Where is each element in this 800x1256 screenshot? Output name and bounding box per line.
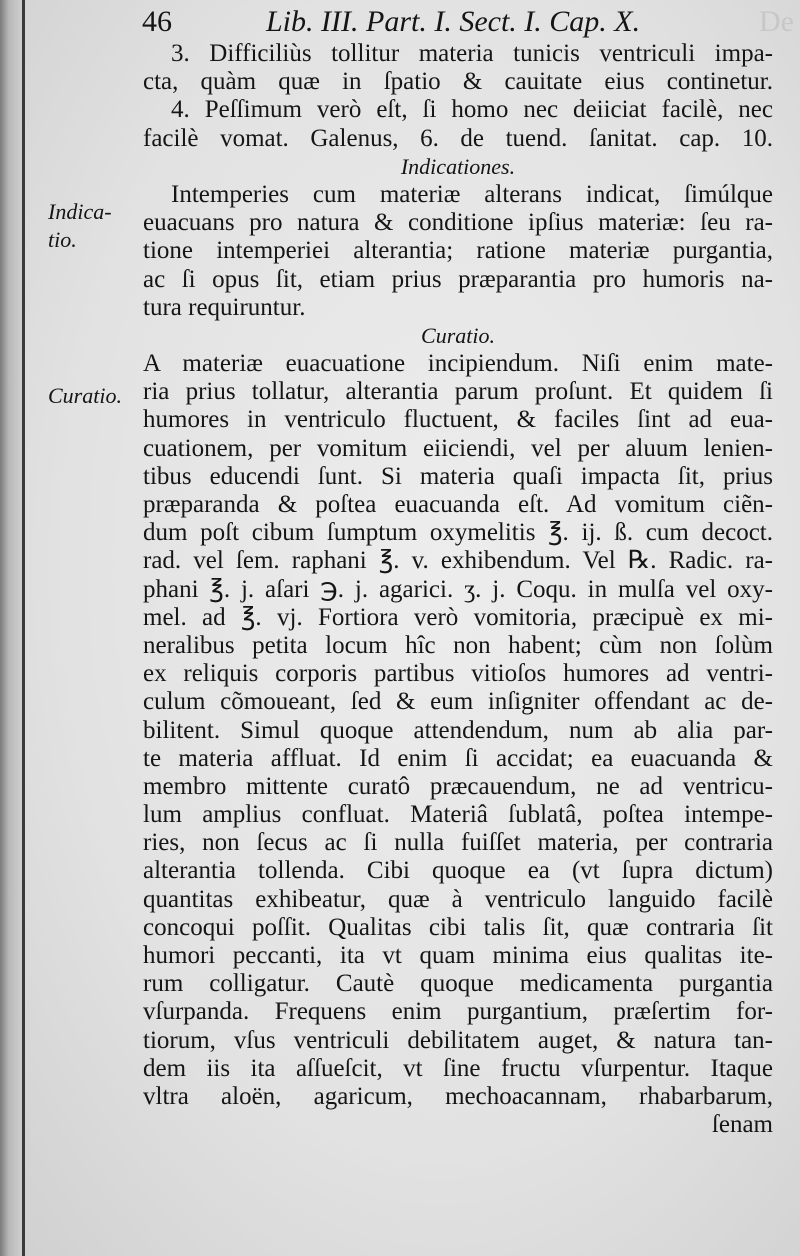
text-line: tura requiruntur. xyxy=(143,293,306,321)
text-line: tibus educendi ſunt. Si materia quaſi impacta ſit, prius xyxy=(143,462,773,490)
text-line: humores in ventriculo fluctuent, & faciles ſint ad eua- xyxy=(143,406,773,434)
text-line: cuationem, per vomitum eiiciendi, vel per aluum lenien- xyxy=(143,434,773,462)
text-line: culum cõmoueant, ſed & eum inſigniter offendant ac de- xyxy=(143,688,773,716)
page-gutter-edge xyxy=(22,0,25,1256)
running-head: Lib. III. Part. I. Sect. I. Cap. X. xyxy=(266,5,641,38)
text-line: rum colligatur. Cautè quoque medicamenta purgantia xyxy=(143,970,773,998)
text-line: lum amplius confluat. Materiâ ſublatâ, poſtea intempe- xyxy=(143,801,773,829)
section-heading-indicationes: Indicationes. xyxy=(400,153,516,179)
margin-note-curatio: Curatio. xyxy=(48,383,122,408)
section-heading-curatio: Curatio. xyxy=(421,322,495,348)
text-line: facilè vomat. Galenus, 6. de tuend. ſanitat. cap. 10. xyxy=(143,124,773,152)
text-line: humori peccanti, ita vt quam minima eius qualitas ite- xyxy=(143,942,773,969)
text-line: te materia affluat. Id enim ſi accidat; ea euacuanda & xyxy=(143,744,773,772)
text-line: ex reliquis corporis partibus vitioſos humores ad ventri- xyxy=(143,660,773,688)
text-line: tione intemperiei alterantia; ratione materiæ purgantia, xyxy=(143,237,773,265)
text-line: concoqui poſſit. Qualitas cibi talis ſit, quæ contraria ſit xyxy=(143,913,773,941)
text-line: bilitent. Simul quoque attendendum, num ab alia par- xyxy=(143,716,773,744)
text-line: 3. Difficiliùs tollitur materia tunicis ventriculi impa- xyxy=(171,40,773,67)
text-line: tiorum, vſus ventriculi debilitatem auget, & natura tan- xyxy=(143,1026,773,1054)
text-line: vltra aloën, agaricum, mechoacannam, rhabarbarum, xyxy=(143,1082,773,1110)
page-gutter-shadow xyxy=(0,0,22,1256)
text-line: præparanda & poſtea euacuanda eſt. Ad vomitum ciẽn- xyxy=(143,491,773,518)
text-line: ria prius tollatur, alterantia parum proſunt. Et quidem ſi xyxy=(143,378,773,406)
margin-note-indicatio xyxy=(48,198,112,254)
text-line: dem iis ita aſſueſcit, vt ſine fructu vſurpentur. Itaque xyxy=(143,1054,773,1082)
text-line: ac ſi opus ſit, etiam prius præparantia pro humoris na- xyxy=(143,265,773,293)
text-line: neralibus petita locum hîc non habent; cùm non ſolùm xyxy=(143,631,773,659)
text-line: euacuans pro natura & conditione ipſius materiæ: ſeu ra- xyxy=(143,209,773,237)
text-line: ries, non ſecus ac ſi nulla fuiſſet materia, per contraria xyxy=(143,829,773,857)
bleed-through-text: De xyxy=(759,5,794,38)
text-line: quantitas exhibeatur, quæ à ventriculo languido facilè xyxy=(143,885,773,913)
text-line: Intemperies cum materiæ alterans indicat, ſimúlque xyxy=(171,180,773,208)
text-line: 4. Peſſimum verò eſt, ſi homo nec deiiciat facilè, nec xyxy=(171,96,773,124)
text-line: membro mittente curatô præcauendum, ne ad ventricu- xyxy=(143,772,773,800)
text-line: mel. ad ℥. vj. Fortiora verò vomitoria, præcipuè ex mi- xyxy=(143,603,773,631)
text-line: dum poſt cibum ſumptum oxymelitis ℥. ij. ß. cum decoct. xyxy=(143,519,773,547)
text-line: alterantia tollenda. Cibi quoque ea (vt ſupra dictum) xyxy=(143,857,773,885)
page-number: 46 xyxy=(142,5,172,38)
catchword: ſenam xyxy=(711,1111,773,1139)
text-line: vſurpanda. Frequens enim purgantium, præſertim for- xyxy=(143,998,773,1026)
page-header xyxy=(142,4,772,40)
body-text xyxy=(143,40,773,1139)
margin-note-indicatio-line-1: Indica- xyxy=(48,199,112,224)
text-line: phani ℥. j. aſari ℈. j. agarici. ʒ. j. Coqu. in mulſa vel oxy- xyxy=(143,575,773,603)
text-line: cta, quàm quæ in ſpatio & cauitate eius continetur. xyxy=(143,68,773,96)
text-line: rad. vel ſem. raphani ℥. v. exhibendum. Vel ℞. Radic. ra- xyxy=(143,547,773,575)
margin-note-indicatio-line-2: tio. xyxy=(48,227,77,252)
text-line: A materiæ euacuatione incipiendum. Niſi enim mate- xyxy=(143,350,773,378)
